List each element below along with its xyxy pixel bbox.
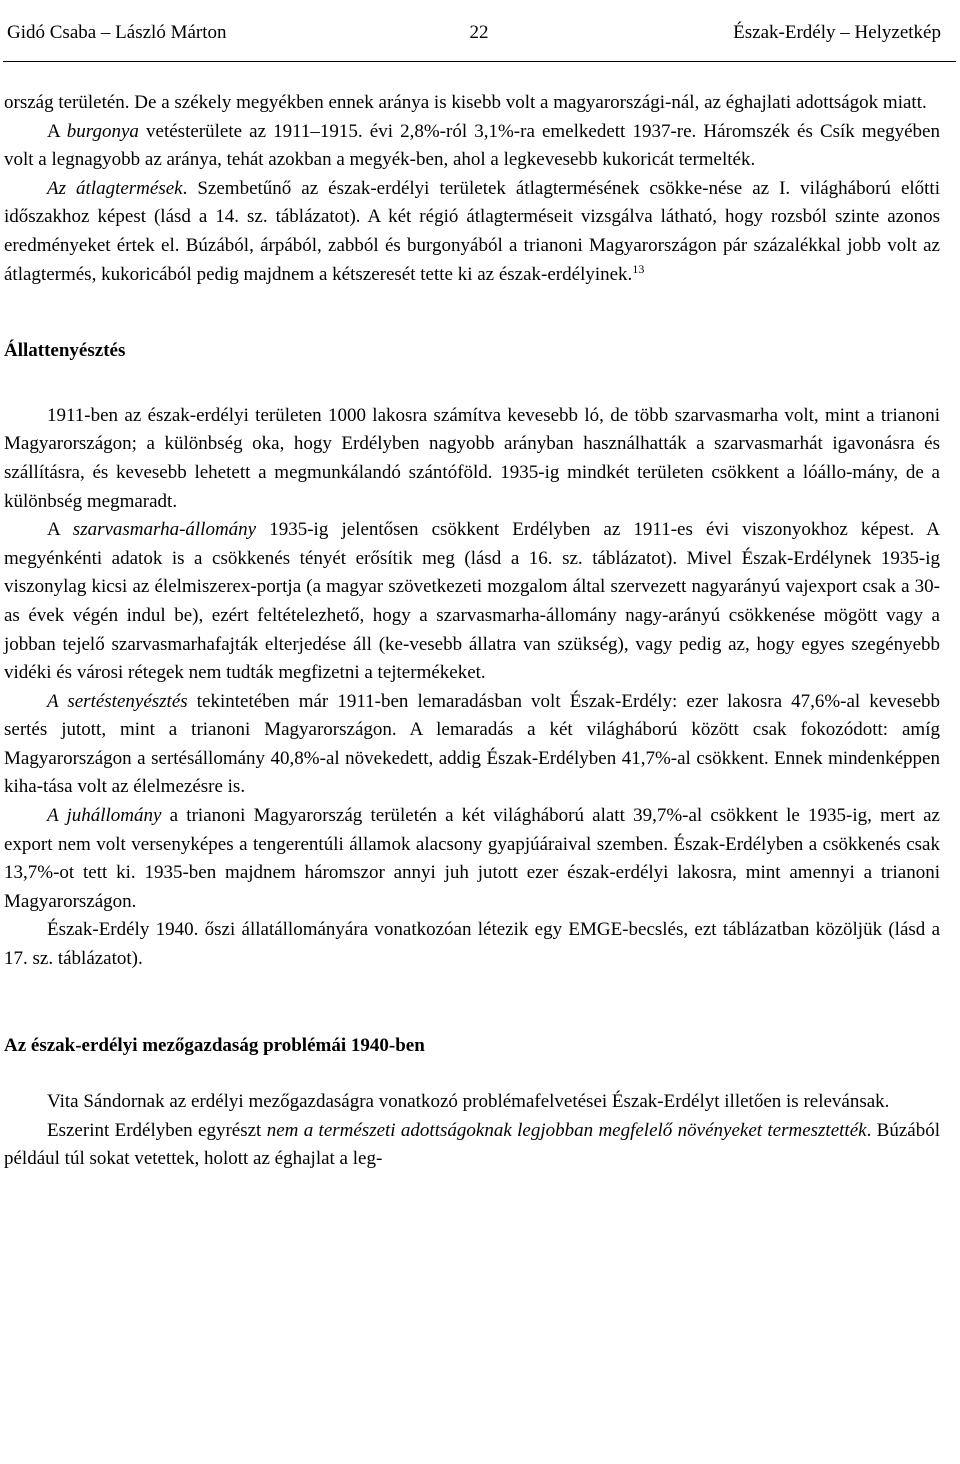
text: 1911-ben az észak-erdélyi területen 1000 lakosra számítva kevesebb ló, de több szarvasmarha volt, mint a trianoni Magyarországon; a különbség oka, hogy Erdélyben nagyobb arányban használhatták a szarvasmarhát igavonásra és szállításra, és kevesebb lehetett a megmunkálandó szántóföld. 1935-ig mindkét területen csökkent a lóállo-mány, de a különbség megmaradt. <box>4 404 940 512</box>
text: Vita Sándornak az erdélyi mezőgazdaságra vonatkozó problémafelvetései Észak-Erdélyt illetően is relevánsak. <box>47 1091 890 1113</box>
spacer <box>4 366 940 402</box>
text: vetésterülete az 1911–1915. évi 2,8%-ról 3,1%-ra emelkedett 1937-re. Háromszék és Csík megyében volt a legnagyobb az aránya, tehát azokban a megyék-ben, ahol a legkevesebb kukoricát termelték. <box>4 120 940 171</box>
page-header <box>7 22 941 52</box>
text: A <box>47 120 67 142</box>
paragraph-3 <box>4 175 940 289</box>
footnote-ref[interactable]: 13 <box>632 261 645 276</box>
text: Észak-Erdély 1940. őszi állatállományára vonatkozóan létezik egy EMGE-becslés, ezt táblázatban közöljük (lásd a 17. sz. táblázatot). <box>4 919 940 970</box>
text: ország területén. De a székely megyékben ennek aránya is kisebb volt a magyarországi-nál, az éghajlati adottságok miatt. <box>4 92 927 113</box>
paragraph-2 <box>4 118 940 175</box>
paragraph-9 <box>4 1088 940 1117</box>
spacer <box>4 1060 940 1088</box>
emphasis: szarvasmarha-állomány <box>72 519 257 541</box>
text: a trianoni Magyarország területén a két világháború alatt 39,7%-al csökkent le 1935-ig, mert az export nem volt versenyképes a tengerentúli államok alacsony gyapjúáraival szemben. Észak-Erdélyben a csökkenés csak 13,7%-ot tett ki. 1935-ben majdnem háromszor annyi juh jutott ezer észak-erdélyi lakosra, mint amennyi a trianoni Magyarországon. <box>4 805 940 912</box>
emphasis: burgonya <box>66 120 139 142</box>
paragraph-6 <box>4 688 940 802</box>
header-title: Észak-Erdély – Helyzetkép <box>733 22 941 43</box>
paragraph-8 <box>4 916 940 973</box>
header-authors: Gidó Csaba – László Márton <box>7 22 227 43</box>
paragraph-4 <box>4 402 940 516</box>
page-number: 22 <box>469 22 489 43</box>
text: tekintetében már 1911-ben lemaradásban volt Észak-Erdély: ezer lakosra 47,6%-al kevesebb sertés jutott, mint a trianoni Magyarországon. A lemaradás a két világháború között csak fokozódott: amíg Magyarországon a sertésállomány 40,8%-al növekedett, addig Észak-Erdélyben 41,7%-al csökkent. Ennek mindenképpen kiha-tása volt az élelmezésre is. <box>4 690 941 798</box>
text: 1935-ig jelentősen csökkent Erdélyben az 1911-es évi viszonyokhoz képest. A megyénkénti adatok is a csökkenés tényét erősítik meg (lásd a 16. sz. táblázatot). Mivel Észak-Erdélynek 1935-ig viszonylag kicsi az élelmiszerex-portja (a magyar szövetkezeti mozgalom által szervezett nagyarányú vajexport csak a 30-as évek végén indul be), ezért feltételezhető, hogy a szarvasmarha-állomány nagy-arányú csökkenése mögött vagy a jobban tejelő szarvasmarhafajták elterjedése áll (ke-vesebb állatra van szükség), vagy pedig az, hogy egyes szegényebb vidéki és városi rétegek nem tudták megfizetni a tejtermékeket. <box>4 519 940 684</box>
text: . Búzából például túl sokat vetettek, holott az éghajlat a leg- <box>4 1119 940 1170</box>
emphasis: A sertéstenyésztés <box>47 690 188 712</box>
text: A <box>47 519 73 541</box>
paragraph-7 <box>4 802 940 916</box>
document-body <box>4 89 940 1174</box>
emphasis: nem a természeti adottságoknak legjobban megfelelő növényeket termesztették <box>266 1119 867 1141</box>
section-heading-problems: Az észak-erdélyi mezőgazdaság problémái 1940-ben <box>4 1034 425 1056</box>
header-rule <box>3 61 956 62</box>
spacer <box>4 974 940 1032</box>
emphasis: A juhállomány <box>47 805 162 827</box>
emphasis: Az átlagtermések <box>47 177 183 199</box>
spacer <box>4 289 940 337</box>
paragraph-5 <box>4 516 940 688</box>
text: . Szembetűnő az észak-erdélyi területek átlagtermésének csökke-nése az I. világháború előtti időszakhoz képest (lásd a 14. sz. táblázatot). A két régió átlagterméseit vizsgálva látható, hogy rozsból szinte azonos eredményeket értek el. Búzából, árpából, zabból és burgonyából a trianoni Magyarországon pár százalékkal jobb volt az átlagtermés, kukoricából pedig majdnem a kétszeresét tette ki az észak-erdélyinek. <box>4 177 940 285</box>
section-heading-livestock: Állattenyésztés <box>4 340 126 362</box>
text: Eszerint Erdélyben egyrészt <box>47 1119 267 1141</box>
paragraph-10 <box>4 1117 940 1174</box>
paragraph-1 <box>4 89 940 118</box>
